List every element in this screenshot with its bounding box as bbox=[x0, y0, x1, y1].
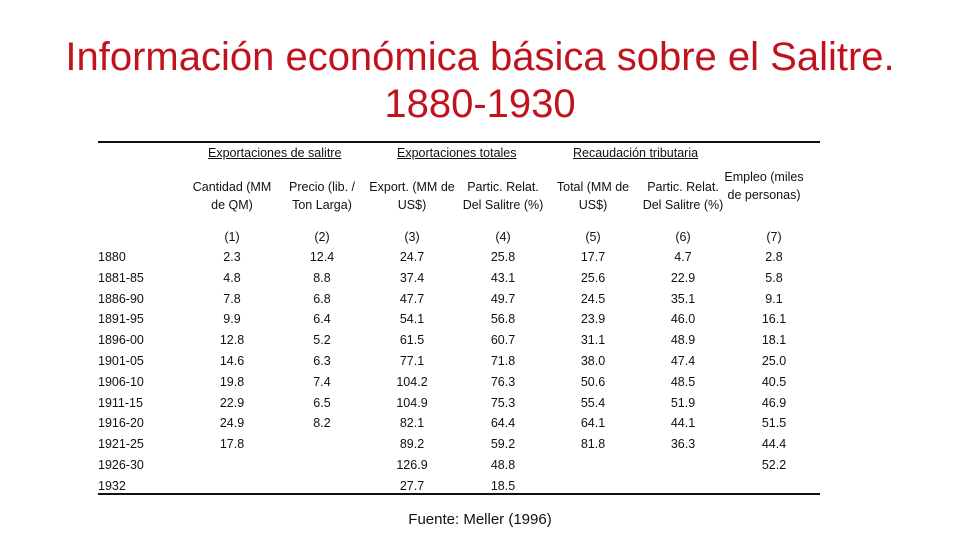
column-header-line-2: Ton Larga) bbox=[292, 198, 352, 212]
table-cell: 64.4 bbox=[490, 416, 516, 431]
column-number-4: (4) bbox=[495, 230, 511, 244]
row-period: 1916-20 bbox=[98, 416, 144, 431]
table-cell: 56.8 bbox=[490, 312, 516, 327]
table-cell: 104.9 bbox=[396, 395, 428, 410]
row-period: 1926-30 bbox=[98, 458, 144, 472]
row-period: 1932 bbox=[98, 478, 126, 493]
table-cell: 12.4 bbox=[309, 250, 335, 264]
column-header-line-2: US$) bbox=[578, 198, 608, 212]
table-cell: 77.1 bbox=[399, 354, 425, 368]
row-period: 1896-00 bbox=[98, 333, 144, 348]
table-cell: 22.9 bbox=[670, 270, 696, 285]
row-period: 1891-95 bbox=[98, 312, 144, 327]
table-cell: 25.0 bbox=[761, 354, 787, 368]
table-cell: 19.8 bbox=[219, 374, 245, 389]
table-cell: 22.9 bbox=[219, 395, 245, 410]
table-cell: 5.8 bbox=[765, 270, 783, 285]
column-header-3 bbox=[362, 178, 462, 214]
table-cell: 25.8 bbox=[490, 250, 516, 264]
table-cell: 126.9 bbox=[396, 458, 428, 472]
column-header-line-2: Del Salitre (%) bbox=[462, 198, 544, 212]
table-cell: 16.1 bbox=[761, 312, 787, 327]
table-cell: 38.0 bbox=[580, 354, 606, 368]
table-cell: 89.2 bbox=[399, 437, 425, 452]
table-cell: 64.1 bbox=[580, 416, 606, 431]
title-line-2: 1880-1930 bbox=[384, 82, 576, 126]
table-cell: 23.9 bbox=[580, 312, 606, 327]
table-cell: 37.4 bbox=[399, 270, 425, 285]
table-cell: 31.1 bbox=[580, 333, 606, 348]
table-cell: 59.2 bbox=[490, 437, 516, 452]
table-cell: 55.4 bbox=[580, 395, 606, 410]
column-header-7 bbox=[716, 168, 812, 204]
table-cell: 46.9 bbox=[761, 395, 787, 410]
column-number-7: (7) bbox=[766, 230, 782, 244]
table-cell: 44.1 bbox=[670, 416, 696, 431]
table-cell: 24.9 bbox=[219, 416, 245, 431]
column-header-6 bbox=[638, 178, 728, 214]
title-line-1: Información económica básica sobre el Salitre. bbox=[65, 35, 895, 79]
table-cell: 6.3 bbox=[313, 354, 331, 368]
table-cell: 76.3 bbox=[490, 374, 516, 389]
row-period: 1906-10 bbox=[98, 374, 144, 389]
table-cell: 7.8 bbox=[223, 291, 241, 306]
column-header-line-1: Cantidad (MM bbox=[192, 180, 272, 194]
group-header-exports-total: Exportaciones totales bbox=[397, 146, 517, 160]
table-cell: 2.8 bbox=[765, 250, 783, 264]
table-cell: 51.5 bbox=[761, 416, 787, 431]
column-header-line-2: de QM) bbox=[211, 198, 253, 212]
table-cell: 2.3 bbox=[223, 250, 241, 264]
table-cell: 5.2 bbox=[313, 333, 331, 348]
table-cell: 52.2 bbox=[761, 458, 787, 472]
row-period: 1880 bbox=[98, 250, 126, 264]
table-cell: 81.8 bbox=[580, 437, 606, 452]
table-cell: 47.4 bbox=[670, 354, 696, 368]
table-cell: 8.8 bbox=[313, 270, 331, 285]
table-cell: 51.9 bbox=[670, 395, 696, 410]
table-cell: 75.3 bbox=[490, 395, 516, 410]
table-bottom-rule bbox=[98, 493, 820, 495]
table-cell: 40.5 bbox=[761, 374, 787, 389]
table-cell: 60.7 bbox=[490, 333, 516, 348]
column-header-line-1: Total (MM de bbox=[556, 180, 630, 194]
column-header-line-2: US$) bbox=[397, 198, 427, 212]
table-cell: 7.4 bbox=[313, 374, 331, 389]
page-title bbox=[0, 34, 960, 128]
table-cell: 47.7 bbox=[399, 291, 425, 306]
table-cell: 50.6 bbox=[580, 374, 606, 389]
column-header-line-1: Partic. Relat. bbox=[647, 180, 719, 194]
table-cell: 43.1 bbox=[490, 270, 516, 285]
table-cell: 6.8 bbox=[313, 291, 331, 306]
table-cell: 8.2 bbox=[313, 416, 331, 431]
table-cell: 18.1 bbox=[761, 333, 787, 348]
row-period: 1921-25 bbox=[98, 437, 144, 452]
table-cell: 46.0 bbox=[670, 312, 696, 327]
column-header-line-2: Del Salitre (%) bbox=[642, 198, 724, 212]
table-cell: 54.1 bbox=[399, 312, 425, 327]
column-header-1 bbox=[182, 178, 282, 214]
column-header-line-1: Empleo (miles bbox=[724, 170, 804, 184]
table-cell: 9.9 bbox=[223, 312, 241, 327]
row-period: 1886-90 bbox=[98, 291, 144, 306]
column-header-line-1: Partic. Relat. bbox=[467, 180, 539, 194]
table-cell: 48.8 bbox=[490, 458, 516, 472]
table-cell: 6.4 bbox=[313, 312, 331, 327]
column-header-line-1: Export. (MM de bbox=[369, 180, 455, 194]
table-cell: 25.6 bbox=[580, 270, 606, 285]
table-cell: 27.7 bbox=[399, 478, 425, 493]
table-cell: 17.7 bbox=[580, 250, 606, 264]
row-period: 1911-15 bbox=[98, 395, 143, 410]
table-cell: 17.8 bbox=[219, 437, 245, 452]
column-header-line-1: Precio (lib. / bbox=[289, 180, 355, 194]
table-cell: 24.7 bbox=[399, 250, 425, 264]
table-cell: 48.9 bbox=[670, 333, 696, 348]
row-period: 1881-85 bbox=[98, 270, 144, 285]
table-cell: 18.5 bbox=[490, 478, 516, 493]
table-cell: 71.8 bbox=[490, 354, 516, 368]
table-cell: 4.7 bbox=[674, 250, 692, 264]
column-header-4 bbox=[453, 178, 553, 214]
table-cell: 4.8 bbox=[223, 270, 241, 285]
table-cell: 9.1 bbox=[765, 291, 783, 306]
table-cell: 24.5 bbox=[580, 291, 606, 306]
source-note: Fuente: Meller (1996) bbox=[408, 511, 552, 528]
column-header-5 bbox=[548, 178, 638, 214]
table-cell: 35.1 bbox=[670, 291, 696, 306]
column-number-6: (6) bbox=[675, 230, 691, 244]
row-period: 1901-05 bbox=[98, 354, 144, 368]
group-header-exports-saltpeter: Exportaciones de salitre bbox=[208, 146, 342, 160]
column-number-2: (2) bbox=[314, 230, 330, 244]
column-header-2 bbox=[282, 178, 362, 214]
column-number-3: (3) bbox=[404, 230, 420, 244]
table-cell: 14.6 bbox=[219, 354, 245, 368]
table-cell: 36.3 bbox=[670, 437, 696, 452]
table-cell: 82.1 bbox=[399, 416, 425, 431]
table-cell: 6.5 bbox=[313, 395, 331, 410]
table-cell: 49.7 bbox=[490, 291, 516, 306]
table-cell: 104.2 bbox=[396, 374, 428, 389]
column-number-1: (1) bbox=[224, 230, 240, 244]
column-number-5: (5) bbox=[585, 230, 601, 244]
group-header-tax-revenue: Recaudación tributaria bbox=[573, 146, 699, 160]
table-cell: 48.5 bbox=[670, 374, 696, 389]
table-cell: 61.5 bbox=[399, 333, 425, 348]
table-top-rule bbox=[98, 141, 820, 143]
column-header-line-2: de personas) bbox=[727, 188, 801, 202]
table-cell: 12.8 bbox=[219, 333, 245, 348]
table-cell: 44.4 bbox=[761, 437, 787, 452]
